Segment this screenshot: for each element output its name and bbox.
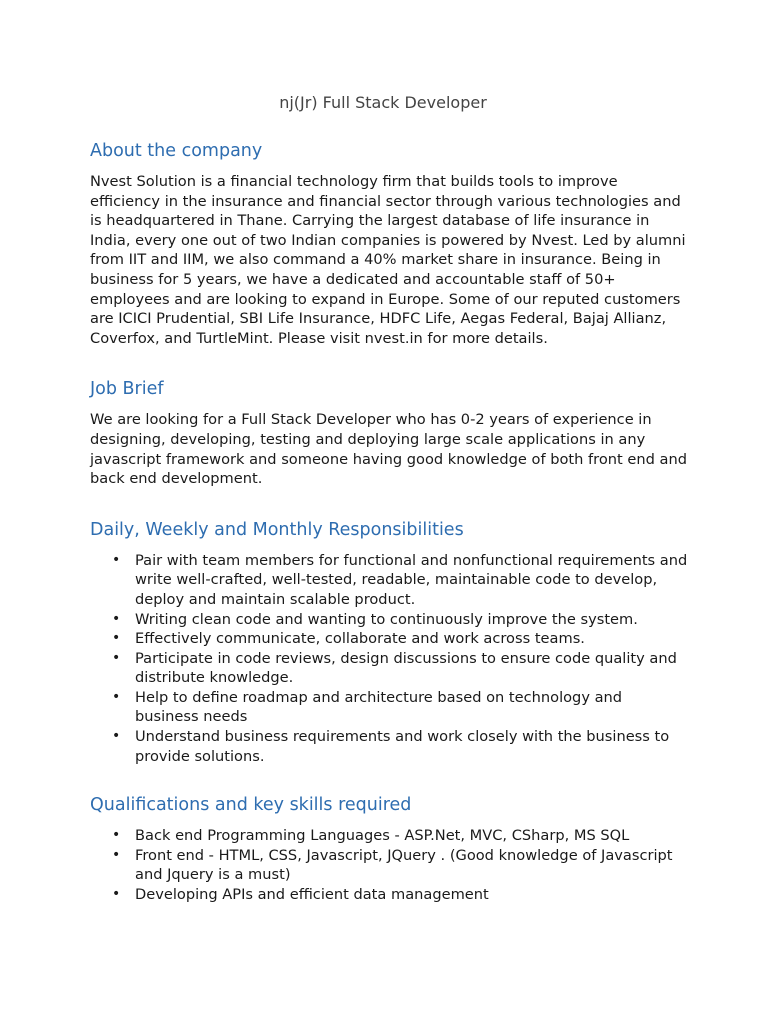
list-item-text: Writing clean code and wanting to continuously improve the system. [135,610,638,628]
bullet-icon: • [112,610,121,627]
document-page [90,92,690,933]
list-item [90,649,690,688]
job-brief-section [90,378,690,488]
list-item-text: Developing APIs and efficient data management [135,886,489,904]
list-item [90,885,690,905]
list-item-text: Effectively communicate, collaborate and work across teams. [135,630,585,648]
bullet-icon: • [112,630,121,647]
list-item-text: Back end Programming Languages - ASP.Net, MVC, CSharp, MS SQL [135,827,630,845]
about-section [90,140,690,348]
bullet-icon: • [112,649,121,666]
list-item-text: Understand business requirements and work closely with the business to provide solutions. [135,728,670,765]
list-item [90,846,690,885]
bullet-icon: • [112,551,121,568]
list-item [90,629,690,649]
qualifications-section [90,794,690,904]
list-item [90,688,690,727]
list-item-text: Pair with team members for functional and nonfunctional requirements and write well-crafted, well-tested, readable, maintainable code to develop, deploy and maintain scalable product. [135,551,688,608]
list-item [90,826,690,846]
job-brief-heading: Job Brief [90,379,164,400]
qualifications-heading: Qualifications and key skills required [90,795,412,816]
bullet-icon: • [112,886,121,903]
bullet-icon: • [112,728,121,745]
responsibilities-section [90,519,690,767]
list-item [90,610,690,630]
bullet-icon: • [112,827,121,844]
list-item-text: Participate in code reviews, design discussions to ensure code quality and distribute knowledge. [135,649,677,687]
document-title: nj(Jr) Full Stack Developer [279,93,487,112]
bullet-icon: • [112,846,121,863]
responsibilities-heading: Daily, Weekly and Monthly Responsibilities [90,519,464,540]
list-item [90,551,690,610]
job-brief-body: We are looking for a Full Stack Developer who has 0-2 years of experience in designing, developing, testing and deploying large scale applications in any javascript framework and someone having good knowledge of both front end and back end development. [90,411,687,488]
about-body: Nvest Solution is a financial technology firm that builds tools to improve efficiency in the insurance and financial sector through various technologies and is headquartered in Thane. Carrying the largest database of life insurance in India, every one out of two Indian companies is powered by Nvest. Led by alumni from IIT and IIM, we also command a 40% market share in insurance. Being in business for 5 years, we have a dedicated and accountable staff of 50+ employees and are looking to expand in Europe. Some of our reputed customers are ICICI Prudential, SBI Life Insurance, HDFC Life, Aegas Federal, Bajaj Allianz, Coverfox, and TurtleMint. Please visit nvest.in for more details. [90,173,686,347]
about-heading: About the company [90,141,263,161]
list-item [90,727,690,766]
list-item-text: Front end - HTML, CSS, Javascript, JQuery . (Good knowledge of Javascript and Jquery is a must) [135,846,673,884]
bullet-icon: • [112,688,121,705]
list-item-text: Help to define roadmap and architecture based on technology and business needs [135,688,623,726]
qualifications-list [90,826,690,904]
responsibilities-list [90,551,690,767]
